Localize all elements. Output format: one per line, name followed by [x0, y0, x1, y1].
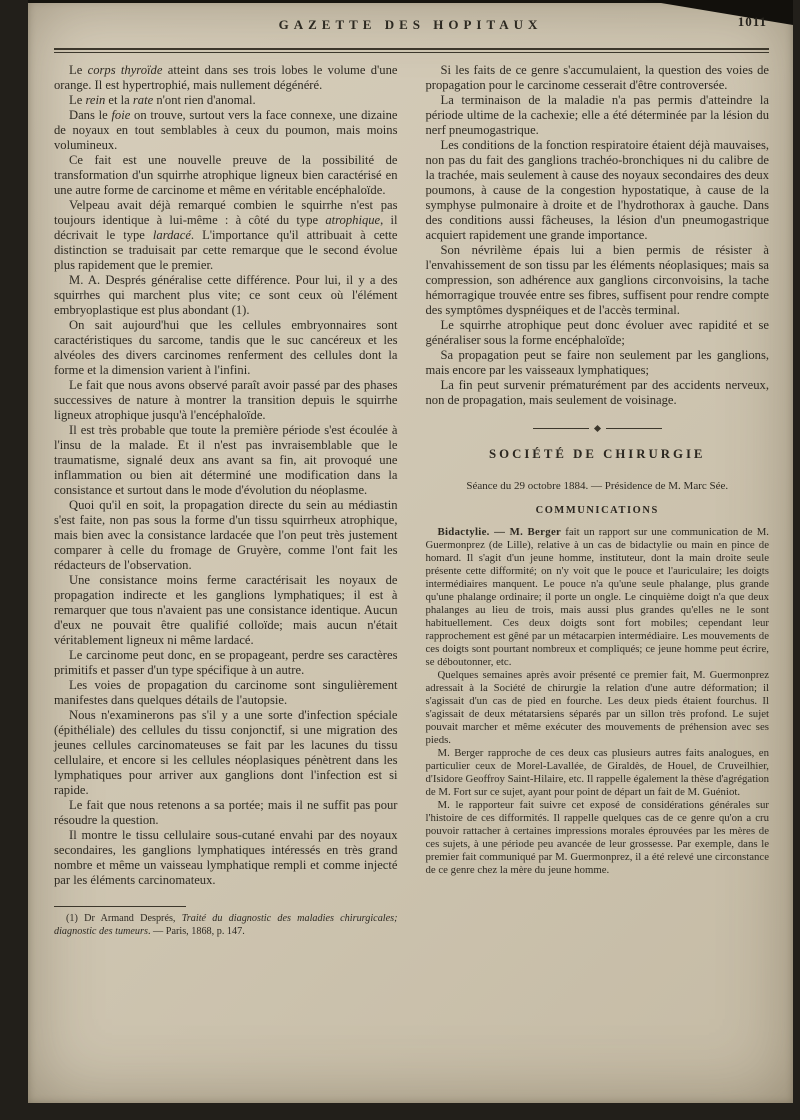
- society-section-title: SOCIÉTÉ DE CHIRURGIE: [489, 447, 706, 461]
- paragraph: Son névrilème épais lui a bien permis de résister à l'envahissement de son tissu par les éléments néoplasiques; mais sa compression, son adhérence aux ganglions circonvoisins, la tache hémorragique trouvée entre ses fibres, suffisent pour rendre compte des symptômes dyspnéiques et de l'accès terminal.: [425, 243, 769, 317]
- left-column: [54, 63, 398, 938]
- right-column: [426, 63, 770, 938]
- paragraph: Ce fait est une nouvelle preuve de la possibilité de transformation d'un squirrhe atrophique ligneux bien caractérisé en une autre forme de carcinome et même en véritable encéphaloïde.: [54, 153, 398, 197]
- paragraph: Le rein et la rate n'ont rien d'anomal.: [69, 93, 256, 107]
- page-header: [28, 0, 793, 36]
- paragraph: La fin peut survenir prématurément par des accidents nerveux, non de propagation, mais seulement de voisinage.: [425, 378, 769, 407]
- journal-page: [28, 0, 793, 1103]
- divider-line-left: [533, 428, 589, 429]
- paragraph: Nous n'examinerons pas s'il y a une sorte d'infection spéciale (épithéliale) des cellules du tissu conjonctif, si une migration des jeunes cellules carcinomateuses se fait par les lacunes du tissu cellulaire, et encore si les cellules néoplasiques pénètrent dans les lymphatiques pour arriver aux ganglions dont l'infection est si rapide.: [54, 708, 398, 797]
- page-number: 1011: [737, 14, 767, 29]
- communications-heading: COMMUNICATIONS: [535, 505, 659, 516]
- communications-paragraphs: [426, 526, 770, 877]
- paragraph: Il est très probable que toute la première période s'est écoulée à l'insu de la malade. Et il n'est pas invraisemblable que le traumatisme, signalé deux ans avant sa fin, ait provoqué une inflammation ou bien ait déterminé une modification dans la consistance et surtout dans le mode d'évolution du néoplasme.: [54, 423, 398, 497]
- paragraph: Quoi qu'il en soit, la propagation directe du sein au médiastin s'est faite, non pas sous la forme d'un tissu squirrheux atrophique, mais bien avec la consistance lardacée que l'on peut très justement comparer à celle du fromage de Gruyère, comme l'ont fait les rédacteurs de l'observation.: [54, 498, 398, 572]
- text-columns: [28, 53, 793, 938]
- paragraph: Quelques semaines après avoir présenté ce premier fait, M. Guermonprez adressait à la Société de chirurgie la relation d'une autre déformation; il s'agissait d'un cas de pied en fourche. Les deux pieds étaient fourchus. Il s'agissait de deux métatarsiens séparés par un sillon très profond. Le sujet pouvait marcher et même exécuter des mouvements de préhension avec ses pieds.: [425, 669, 769, 746]
- paragraph: Le carcinome peut donc, en se propageant, perdre ses caractères primitifs et passer d'un type spécifique à un autre.: [54, 648, 398, 677]
- paragraph: M. le rapporteur fait suivre cet exposé de considérations générales sur l'histoire de ces difformités. Il rappelle quelques cas de ce genre qu'on a cru pouvoir rattacher à certaines impressions morales éprouvées par les mères de ces sujets, à une période peu avancée de leur grossesse. Par exemple, dans le premier fait communiqué par M. Guermonprez, il a été relevé une circonstance de ce genre chez la mère du jeune homme.: [425, 799, 769, 876]
- paragraph: Velpeau avait déjà remarqué combien le squirrhe n'est pas toujours identique à lui-même : à côté du type atrophique, il décrivait le type lardacé. L'importance qu'il attribuait à cette distinction se traduisait par cette remarque que le second évolue plus rapidement que le premier.: [54, 198, 398, 272]
- journal-title: GAZETTE DES HOPITAUX: [278, 17, 543, 32]
- paragraph: Le fait que nous avons observé paraît avoir passé par des phases successives de nature à montrer la transition depuis le squirrhe ligneux atrophique jusqu'à l'encéphaloïde.: [54, 378, 398, 422]
- paragraph: Le squirrhe atrophique peut donc évoluer avec rapidité et se généraliser sous la forme encéphaloïde;: [425, 318, 769, 347]
- paragraph: Bidactylie. — M. Berger fait un rapport sur une communication de M. Guermonprez (de Lille), relative à un cas de bidactylie ou main en pince de homard. Il s'agit d'un jeune homme, instituteur, dont la main droite seule présente cette difformité; on n'y voit que le pouce et l'auriculaire; les doigts intermédiaires manquent. Le pouce n'a qu'une seule phalange, plus grande qu'une phalange ordinaire; il porte un ongle. Le cinquième doigt n'a que deux phalanges au lieu de trois, mais aussi plus grandes qu'elles ne le sont habituellement. Ces deux doigts sont fort mobiles; cependant leur rapprochement est gêné par un métacarpien intermédiaire. Les mouvements de ces doigts sont pourtant nombreux et compliqués; ce jeune homme peut écrire, se déboutonner, etc.: [425, 526, 769, 668]
- paragraph: Les conditions de la fonction respiratoire étaient déjà mauvaises, non pas du fait des ganglions trachéo-bronchiques ni du calibre de la trachée, mais seulement à cause des noyaux secondaires des deux poumons, à cause de la congestion hypostatique, à cause de la symphyse pulmonaire à droite et de l'hydrothorax à gauche. Dans des conditions aussi fâcheuses, la lésion d'un pneumogastrique acquiert rapidement une grande importance.: [425, 138, 769, 242]
- paragraph: M. A. Després généralise cette différence. Pour lui, il y a des squirrhes qui marchent plus vite; ce sont ceux où l'élément embryoplastique est plus abondant (1).: [54, 273, 398, 317]
- paragraph: Il montre le tissu cellulaire sous-cutané envahi par des noyaux secondaires, les ganglions lymphatiques intéressés en très grand nombre et même un vaisseau lymphatique rempli et comme injecté par les éléments carcinomateux.: [54, 828, 398, 887]
- right-paragraphs: [426, 63, 770, 408]
- paragraph: Une consistance moins ferme caractérisait les noyaux de propagation indirecte et les ganglions lymphatiques; il est à remarquer que tous n'avaient pas une consistance identique. Aucun d'eux ne pouvait être qualifié colloïde; mais aucun n'était véritablement ligneux ni même lardacé.: [54, 573, 398, 647]
- footnote-rule: [54, 906, 186, 907]
- paragraph: Le fait que nous retenons a sa portée; mais il ne suffit pas pour résoudre la question.: [54, 798, 398, 827]
- paragraph: Les voies de propagation du carcinome sont singulièrement manifestes dans quelques détails de l'autopsie.: [54, 678, 398, 707]
- session-line: Séance du 29 octobre 1884. — Présidence de M. Marc Sée.: [466, 480, 729, 492]
- footnote: (1) Dr Armand Després, Traité du diagnostic des maladies chirurgicales; diagnostic des tumeurs. — Paris, 1868, p. 147.: [54, 913, 398, 937]
- divider-line-right: [606, 428, 662, 429]
- paragraph: M. Berger rapproche de ces deux cas plusieurs autres faits analogues, en particulier ceux de Morel-Lavallée, de Giraldès, de Houel, de Cruveilhier, d'Isidore Geoffroy Saint-Hilaire, etc. Il rappelle également la thèse d'agrégation de M. Fort sur ce sujet, ayant pour point de départ un fait de M. Guéniot.: [425, 747, 769, 798]
- paragraph: Dans le foie on trouve, surtout vers la face connexe, une dizaine de noyaux en tout semblables à ceux du poumon, mais moins volumineux.: [54, 108, 398, 152]
- diamond-ornament-icon: [594, 425, 601, 432]
- left-paragraphs: [54, 63, 398, 888]
- section-divider: [426, 426, 770, 431]
- paragraph: Si les faits de ce genre s'accumulaient, la question des voies de propagation pour le carcinome cesserait d'être controversée.: [425, 63, 769, 92]
- paragraph: Le corps thyroïde atteint dans ses trois lobes le volume d'une orange. Il est hypertrophié, mais nullement dégénéré.: [54, 63, 398, 92]
- paragraph: La terminaison de la maladie n'a pas permis d'atteindre la période ultime de la cachexie; elle a été déterminée par la lésion du nerf pneumogastrique.: [425, 93, 769, 137]
- paragraph: On sait aujourd'hui que les cellules embryonnaires sont caractéristiques du sarcome, tandis que le suc cancéreux et les alvéoles des divers carcinomes renferment des cellules dont la forme et la dimension varient à l'infini.: [54, 318, 398, 377]
- paragraph: Sa propagation peut se faire non seulement par les ganglions, mais encore par les vaisseaux lymphatiques;: [425, 348, 769, 377]
